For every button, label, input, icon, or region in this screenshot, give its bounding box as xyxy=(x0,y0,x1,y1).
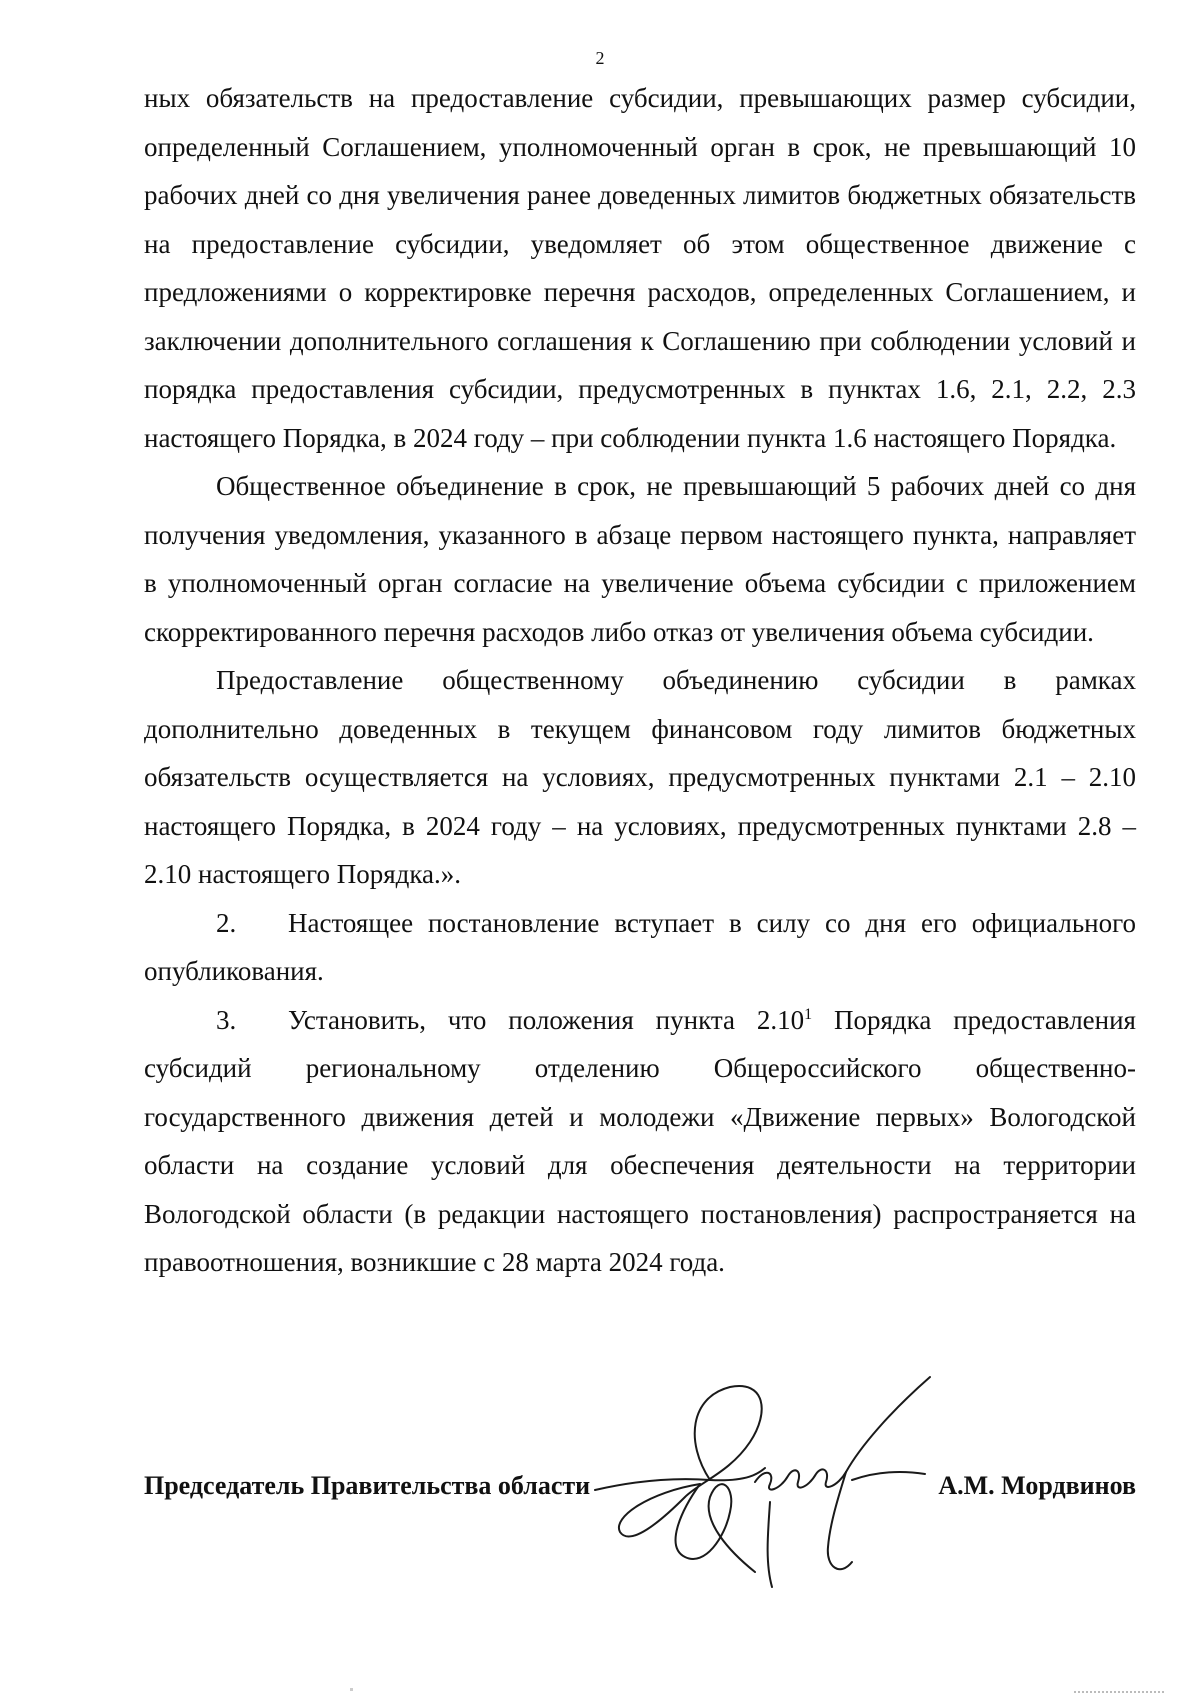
signatory-position: Председатель Правительства области xyxy=(144,1471,591,1500)
item-3-retroactive-application xyxy=(144,996,1136,1287)
paragraph-public-association-consent: Общественное объединение в срок, не превышающий 5 рабочих дней со дня получения уведомления, указанного в абзаце первом настоящего пункта, направляет в уполномоченный орган согласие на увеличение объема субсидии с приложением скорректированного перечня расходов либо отказ от увеличения объема субсидии. xyxy=(144,471,1136,647)
scan-artifact xyxy=(1074,1687,1164,1693)
document-body xyxy=(144,74,1136,1287)
item-2-effective-date xyxy=(144,899,1136,996)
item-2-text: Настоящее постановление вступает в силу со дня его официального опубликования. xyxy=(144,907,1136,986)
page-number: 2 xyxy=(595,48,605,68)
item-3-superscript: 1 xyxy=(804,1005,813,1023)
item-3-text-after: Порядка предоставления субсидий региональному отделению Общероссийского общественно-государственного движения детей и молодежи «Движение первых» Вологодской области на создание условий для обеспечения деятельности на территории Вологодской области (в редакции настоящего постановления) распространяется на правоотношения, возникшие с 28 марта 2024 года. xyxy=(144,1004,1136,1277)
paragraph-continuation: ных обязательств на предоставление субсидии, превышающих размер субсидии, определенный Соглашением, уполномоченный орган в срок, не превышающий 10 рабочих дней со дня увеличения ранее доведенных лимитов бюджетных обязательств на предоставление субсидии, уведомляет об этом общественное движение с предложениями о корректировке перечня расходов, определенных Соглашением, и заключении дополнительного соглашения к Соглашению при соблюдении условий и порядка предоставления субсидии, предусмотренных в пунктах 1.6, 2.1, 2.2, 2.3 настоящего Порядка, в 2024 году – при соблюдении пункта 1.6 настоящего Порядка. xyxy=(144,83,1136,453)
signatory-name: А.М. Мордвинов xyxy=(938,1471,1136,1500)
item-2-number: 2. xyxy=(216,907,237,938)
handwritten-signature xyxy=(590,1372,960,1602)
scan-artifact xyxy=(350,1688,353,1691)
item-3-number: 3. xyxy=(216,1004,237,1035)
paragraph-additional-subsidy-conditions: Предоставление общественному объединению субсидии в рамках дополнительно доведенных в текущем финансовом году лимитов бюджетных обязательств осуществляется на условиях, предусмотренных пунктами 2.1 – 2.10 настоящего Порядка, в 2024 году – на условиях, предусмотренных пунктами 2.8 – 2.10 настоящего Порядка.». xyxy=(144,665,1136,889)
item-3-text-before: Установить, что положения пункта 2.10 xyxy=(288,1004,805,1035)
